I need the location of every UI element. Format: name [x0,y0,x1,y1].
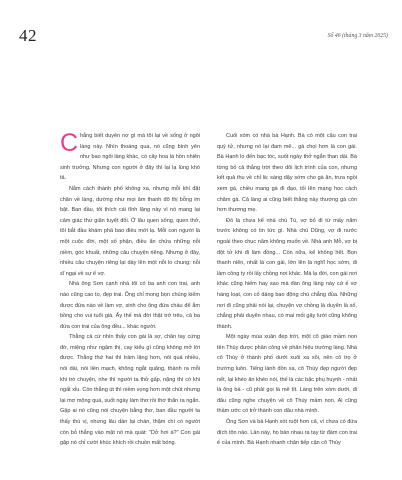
article-paragraph: Đó là chưa kể nhà chú Tú, vợ bỏ đi từ mấy năm trước không có tin tức gì. Nhà chú Dũng, vợ đi nước ngoài theo chục năm không muốn về. Nhà anh Mỗ, vợ bị đột tử khi đi làm đồng... Còn nữa, kể không hết. Bọn thanh niên, nhất là con gái, lớn lên là nghĩ học sớm, đi làm công ty rồi lấy chồng nơi khác. Mà lạ đời, con gái nơi khác cũng hiếm hay sao mà đàn ông làng này cứ ế vợ hàng loạt, con cố dáng bao động chú chẳng đủa. Những nơi đi cũng phải nói lại, chuyện vợ chồng là duyên là số, chẳng phải duyên nhau, có mai mối gây lưới cũng không thành. [217,217,357,330]
article-paragraph: Nằm cách thành phố không xa, nhưng mỗi khi đặt chân về làng, dường như mọi âm thanh đô thị bỗng im bặt. Ban đầu, tôi thích cái tĩnh lặng này vì nó mang lại cảm giác thư giãn tuyệt đối. Ở lâu quen sống, quen thở, tôi bắt đầu khám phá bao điều mới lạ. Mỗi con người là một cuộc đời, một số phận, điều ẩn chứa những nỗi niềm, góc khuất, những câu chuyện riêng. Nhưng ở đây, nhiều câu chuyện riêng lại dày lên một nỗi lo chung: nỗi sĩ ngại về sự ế vợ. [60,185,200,277]
article-paragraph: Cuối xóm có nhà bà Hạnh. Bà có một cậu con trai quý tử, nhưng nó lại đam mê... gà chọi hơn là con gái. Bà Hạnh lo đến bạc tóc, suốt ngày thở ngắn than dài. Bà từng bỏ cả thắng trời theo dõi lịch trình của con, nhưng kết quả thu về chỉ là: sáng dậy sớm cho gà ăn, trưa ngồi xem gà, chiều mang gà đi đạo, tối lên mạng học cách chăm gà. Cả làng ai cũng biết thằng này thương gà còn hơn thương mẹ. [217,133,357,214]
page-number: 42 [19,26,37,45]
paragraph-text: hẳng biết duyên nợ gì mà tôi lại về sống ở ngôi làng này. Nhìn thoáng qua, nó cũng bình yên như bao ngôi làng khác, có cây hoa lá hồn nhiên sinh trưởng. Nhưng con người ở đây thì lại lạ lùng khó tả. [60,133,200,182]
article-paragraph [60,131,200,184]
article-paragraph: Thằng cả cứ nhìn thấy con gái là sợ, chân tay cứng đờ, miệng như ngậm thị, cay kiểu gì cũng không mở lời được. Thằng thứ hai thì trầm lặng hơn, nói quá nhiều, nói dài, nói liền mạch, không ngắt quãng, thành ra mỗi khi trò chuyện, nhe thì người ta thở gấp, nặng thì có khi ngất xỉu. Còn thằng út thì niềm vọng hơn một chút nhưng lại mơ mộng quá, suốt ngày làm thơ rồi thơ thẩn ra ngẩn. Gặp ai nó cũng nói chuyện bằng thơ, ban đầu người ta thấy thú vị, nhưng lâu dần lại chán, thậm chí có người còn bỏ thẳng vào mặt nó mà quát: "Dở hơi à?" Con gái gặp nó chỉ cười khúc khích rồi chuồn mất bóng. [60,334,200,447]
article-paragraph: Ông Sơn và bà Hạnh xót ruột hơn cả, vì chưa có đứa đích tôn nào. Lần này, họ bàn nhau ra tay từ đám con trai ế của mình. Bà Hạnh nhanh chân tiếp cận cô Thúy [217,419,357,447]
article-column-left [60,131,200,449]
article-column-right [217,131,357,449]
issue-label: Số 46 (tháng 3 năm 2025) [327,33,388,39]
article-paragraph: Một ngày mùa xuân đẹp trời, một cô giáo mầm non tên Thúy được phân công về phân hiệu trường làng. Nhà cô Thúy ở thành phố dưới xuôi xa xôi, nên cô trọ ở trường luôn. Tiếng lành đồn xa, cô Thúy đẹp người đẹp nết, lại khéo ăn khéo nói, thế là các bậc phụ huynh - nhất là ông bà - cũ phải gọi là mê tít. Làng trên xóm dưới, đi đâu cũng nghe chuyện về cô Thúy mầm non. Ai cũng thầm ước có trở thành con dâu nhà mình. [217,334,357,415]
article-paragraph: Nhà ông Sơn cạnh nhà tôi có ba anh con trai, anh nào cũng cao to, đẹp trai. Ông chỉ mong bọn chúng kiếm được đứa nào về làm vợ, sinh cho ông đứa cháu để ẵm bồng cho vui tuổi già. Ấy thế mà đời thật trớ trêu, cả ba đứa con trai của ông đều... khác người. [60,281,200,330]
drop-cap: C [60,129,79,157]
